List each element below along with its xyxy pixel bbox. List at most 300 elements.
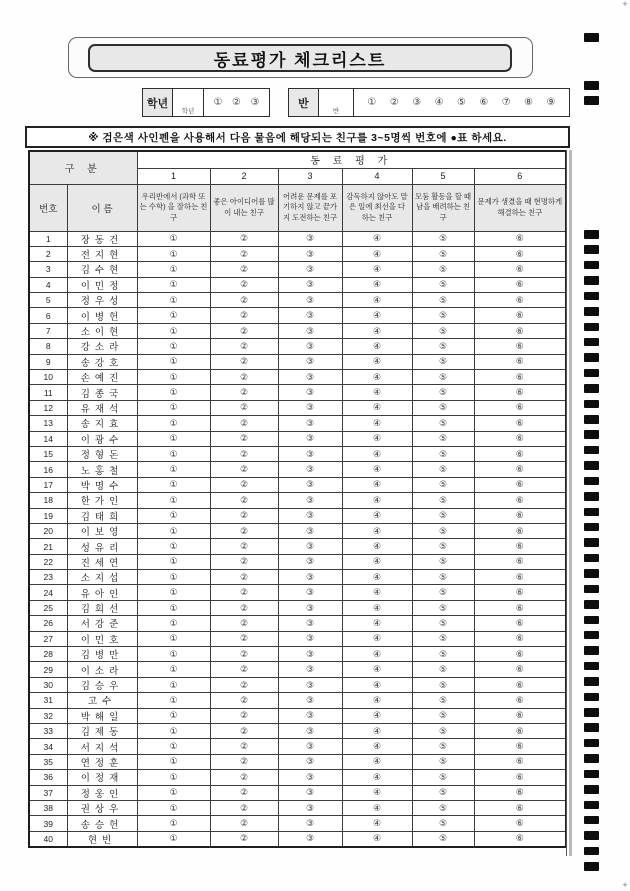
mark-bubble[interactable]: ⑥ (474, 246, 566, 261)
mark-bubble[interactable]: ⑤ (412, 246, 474, 261)
mark-bubble[interactable]: ③ (278, 585, 342, 600)
mark-bubble[interactable]: ⑤ (412, 431, 474, 446)
mark-bubble[interactable]: ② (210, 385, 278, 400)
mark-bubble[interactable]: ① (137, 416, 210, 431)
row-number: 14 (29, 431, 67, 446)
class-option-bubble[interactable]: ⑧ (524, 96, 534, 108)
mark-bubble[interactable]: ① (137, 462, 210, 477)
table-row (29, 354, 566, 369)
mark-bubble[interactable]: ② (210, 400, 278, 415)
mark-bubble[interactable]: ⑥ (474, 554, 566, 569)
mark-bubble[interactable]: ① (137, 539, 210, 554)
mark-bubble[interactable]: ④ (342, 385, 412, 400)
table-row (29, 647, 566, 662)
mark-bubble[interactable]: ② (210, 508, 278, 523)
mark-bubble[interactable]: ④ (342, 523, 412, 538)
mark-bubble[interactable]: ③ (278, 262, 342, 277)
mark-bubble[interactable]: ⑥ (474, 739, 566, 754)
mark-bubble[interactable]: ⑥ (474, 385, 566, 400)
row-number: 23 (29, 570, 67, 585)
mark-bubble[interactable]: ③ (278, 662, 342, 677)
row-number: 26 (29, 616, 67, 631)
mark-bubble[interactable]: ② (210, 647, 278, 662)
mark-bubble[interactable]: ⑥ (474, 785, 566, 800)
mark-bubble[interactable]: ① (137, 677, 210, 692)
mark-bubble[interactable]: ⑤ (412, 724, 474, 739)
mark-bubble[interactable]: ① (137, 400, 210, 415)
mark-bubble[interactable]: ② (210, 554, 278, 569)
mark-bubble[interactable]: ③ (278, 308, 342, 323)
mark-bubble[interactable]: ⑤ (412, 323, 474, 338)
grade-option-bubble[interactable]: ② (232, 96, 241, 108)
mark-bubble[interactable]: ① (137, 231, 210, 246)
mark-bubble[interactable]: ⑤ (412, 677, 474, 692)
mark-bubble[interactable]: ② (210, 662, 278, 677)
mark-bubble[interactable]: ③ (278, 231, 342, 246)
mark-bubble[interactable]: ① (137, 585, 210, 600)
mark-bubble[interactable]: ② (210, 724, 278, 739)
mark-bubble[interactable]: ④ (342, 416, 412, 431)
mark-bubble[interactable]: ③ (278, 246, 342, 261)
mark-bubble[interactable]: ④ (342, 754, 412, 769)
mark-bubble[interactable]: ③ (278, 677, 342, 692)
mark-bubble[interactable]: ④ (342, 446, 412, 461)
omr-timing-mark (584, 81, 599, 90)
mark-bubble[interactable]: ⑥ (474, 277, 566, 292)
mark-bubble[interactable]: ④ (342, 831, 412, 847)
student-name: 손예진 (67, 370, 137, 385)
mark-bubble[interactable]: ② (210, 570, 278, 585)
mark-bubble[interactable]: ⑤ (412, 231, 474, 246)
student-name: 한가인 (67, 493, 137, 508)
mark-bubble[interactable]: ③ (278, 293, 342, 308)
mark-bubble[interactable]: ② (210, 523, 278, 538)
mark-bubble[interactable]: ⑥ (474, 800, 566, 815)
mark-bubble[interactable]: ③ (278, 708, 342, 723)
mark-bubble[interactable]: ⑥ (474, 724, 566, 739)
mark-bubble[interactable]: ⑤ (412, 308, 474, 323)
row-number: 15 (29, 446, 67, 461)
mark-bubble[interactable]: ⑥ (474, 339, 566, 354)
mark-bubble[interactable]: ② (210, 693, 278, 708)
mark-bubble[interactable]: ① (137, 754, 210, 769)
mark-bubble[interactable]: ⑤ (412, 508, 474, 523)
mark-bubble[interactable]: ④ (342, 293, 412, 308)
mark-bubble[interactable]: ① (137, 323, 210, 338)
mark-bubble[interactable]: ① (137, 308, 210, 323)
mark-bubble[interactable]: ⑥ (474, 231, 566, 246)
mark-bubble[interactable]: ③ (278, 647, 342, 662)
mark-bubble[interactable]: ② (210, 616, 278, 631)
mark-bubble[interactable]: ⑤ (412, 831, 474, 847)
grade-write-in-cell[interactable] (173, 89, 204, 116)
mark-bubble[interactable]: ⑤ (412, 647, 474, 662)
mark-bubble[interactable]: ⑤ (412, 523, 474, 538)
student-name: 김수현 (67, 262, 137, 277)
mark-bubble[interactable]: ② (210, 339, 278, 354)
student-name: 김종국 (67, 385, 137, 400)
mark-bubble[interactable]: ④ (342, 600, 412, 615)
mark-bubble[interactable]: ① (137, 570, 210, 585)
mark-bubble[interactable]: ③ (278, 754, 342, 769)
mark-bubble[interactable]: ④ (342, 508, 412, 523)
instruction-box (25, 126, 570, 148)
mark-bubble[interactable]: ③ (278, 816, 342, 831)
mark-bubble[interactable]: ③ (278, 508, 342, 523)
mark-bubble[interactable]: ② (210, 446, 278, 461)
table-row (29, 677, 566, 692)
row-number: 34 (29, 739, 67, 754)
mark-bubble[interactable]: ⑤ (412, 354, 474, 369)
mark-bubble[interactable]: ④ (342, 570, 412, 585)
mark-bubble[interactable]: ③ (278, 616, 342, 631)
mark-bubble[interactable]: ⑤ (412, 400, 474, 415)
student-name: 정우성 (67, 293, 137, 308)
mark-bubble[interactable]: ⑤ (412, 800, 474, 815)
mark-bubble[interactable]: ⑥ (474, 570, 566, 585)
grade-option-bubble[interactable]: ③ (250, 96, 260, 108)
mark-bubble[interactable]: ② (210, 739, 278, 754)
mark-bubble[interactable]: ⑤ (412, 585, 474, 600)
mark-bubble[interactable]: ⑤ (412, 554, 474, 569)
mark-bubble[interactable]: ⑥ (474, 647, 566, 662)
mark-bubble[interactable]: ③ (278, 831, 342, 847)
mark-bubble[interactable]: ⑤ (412, 370, 474, 385)
mark-bubble[interactable]: ② (210, 246, 278, 261)
mark-bubble[interactable]: ⑥ (474, 508, 566, 523)
grade-options (204, 89, 269, 116)
student-name: 권상우 (67, 800, 137, 815)
mark-bubble[interactable]: ① (137, 785, 210, 800)
mark-bubble[interactable]: ④ (342, 431, 412, 446)
mark-bubble[interactable]: ② (210, 631, 278, 646)
mark-bubble[interactable]: ④ (342, 616, 412, 631)
mark-bubble[interactable]: ④ (342, 462, 412, 477)
mark-bubble[interactable]: ② (210, 370, 278, 385)
mark-bubble[interactable]: ⑥ (474, 708, 566, 723)
student-name: 이민정 (67, 277, 137, 292)
mark-bubble[interactable]: ① (137, 724, 210, 739)
mark-bubble[interactable]: ④ (342, 770, 412, 785)
omr-timing-mark (584, 693, 599, 702)
mark-bubble[interactable]: ③ (278, 446, 342, 461)
row-number: 22 (29, 554, 67, 569)
mark-bubble[interactable]: ① (137, 370, 210, 385)
mark-bubble[interactable]: ① (137, 431, 210, 446)
mark-bubble[interactable]: ② (210, 539, 278, 554)
mark-bubble[interactable]: ① (137, 477, 210, 492)
mark-bubble[interactable]: ① (137, 293, 210, 308)
mark-bubble[interactable]: ③ (278, 323, 342, 338)
mark-bubble[interactable]: ⑥ (474, 523, 566, 538)
mark-bubble[interactable]: ② (210, 831, 278, 847)
row-number: 9 (29, 354, 67, 369)
mark-bubble[interactable]: ⑤ (412, 339, 474, 354)
row-number: 19 (29, 508, 67, 523)
mark-bubble[interactable]: ⑥ (474, 677, 566, 692)
mark-bubble[interactable]: ④ (342, 262, 412, 277)
mark-bubble[interactable]: ④ (342, 585, 412, 600)
mark-bubble[interactable]: ④ (342, 816, 412, 831)
mark-bubble[interactable]: ④ (342, 400, 412, 415)
table-row (29, 770, 566, 785)
class-option-bubble[interactable]: ⑨ (546, 96, 556, 108)
mark-bubble[interactable]: ⑤ (412, 493, 474, 508)
class-option-bubble[interactable]: ① (367, 96, 377, 108)
mark-bubble[interactable]: ④ (342, 493, 412, 508)
table-row (29, 570, 566, 585)
mark-bubble[interactable]: ③ (278, 385, 342, 400)
mark-bubble[interactable]: ⑥ (474, 600, 566, 615)
mark-bubble[interactable]: ② (210, 816, 278, 831)
mark-bubble[interactable]: ⑤ (412, 462, 474, 477)
mark-bubble[interactable]: ③ (278, 724, 342, 739)
row-number: 35 (29, 754, 67, 769)
mark-bubble[interactable]: ③ (278, 554, 342, 569)
mark-bubble[interactable]: ② (210, 600, 278, 615)
mark-bubble[interactable]: ① (137, 647, 210, 662)
mark-bubble[interactable]: ③ (278, 739, 342, 754)
mark-bubble[interactable]: ⑥ (474, 262, 566, 277)
mark-bubble[interactable]: ③ (278, 416, 342, 431)
mark-bubble[interactable]: ⑥ (474, 816, 566, 831)
mark-bubble[interactable]: ③ (278, 462, 342, 477)
class-option-bubble[interactable]: ④ (434, 96, 444, 108)
mark-bubble[interactable]: ③ (278, 770, 342, 785)
mark-bubble[interactable]: ⑥ (474, 370, 566, 385)
mark-bubble[interactable]: ④ (342, 693, 412, 708)
mark-bubble[interactable]: ⑤ (412, 662, 474, 677)
student-name: 송강호 (67, 354, 137, 369)
mark-bubble[interactable]: ⑤ (412, 770, 474, 785)
mark-bubble[interactable]: ③ (278, 477, 342, 492)
mark-bubble[interactable]: ③ (278, 339, 342, 354)
mark-bubble[interactable]: ⑤ (412, 262, 474, 277)
mark-bubble[interactable]: ⑤ (412, 416, 474, 431)
mark-bubble[interactable]: ① (137, 816, 210, 831)
class-option-bubble[interactable]: ⑤ (456, 96, 466, 108)
mark-bubble[interactable]: ⑤ (412, 446, 474, 461)
omr-timing-mark (584, 600, 599, 609)
mark-bubble[interactable]: ④ (342, 631, 412, 646)
mark-bubble[interactable]: ② (210, 308, 278, 323)
mark-bubble[interactable]: ① (137, 446, 210, 461)
mark-bubble[interactable]: ③ (278, 800, 342, 815)
mark-bubble[interactable]: ⑤ (412, 570, 474, 585)
mark-bubble[interactable]: ⑥ (474, 585, 566, 600)
mark-bubble[interactable]: ④ (342, 539, 412, 554)
mark-bubble[interactable]: ⑤ (412, 693, 474, 708)
row-number: 5 (29, 293, 67, 308)
mark-bubble[interactable]: ① (137, 693, 210, 708)
mark-bubble[interactable]: ⑥ (474, 662, 566, 677)
mark-bubble[interactable]: ④ (342, 477, 412, 492)
mark-bubble[interactable]: ③ (278, 785, 342, 800)
mark-bubble[interactable]: ④ (342, 323, 412, 338)
mark-bubble[interactable]: ⑥ (474, 431, 566, 446)
mark-bubble[interactable]: ③ (278, 493, 342, 508)
mark-bubble[interactable]: ② (210, 754, 278, 769)
student-name: 김승우 (67, 677, 137, 692)
table-row (29, 416, 566, 431)
mark-bubble[interactable]: ④ (342, 647, 412, 662)
mark-bubble[interactable]: ③ (278, 431, 342, 446)
mark-bubble[interactable]: ⑥ (474, 631, 566, 646)
right-rule-gray (569, 150, 572, 856)
mark-bubble[interactable]: ④ (342, 339, 412, 354)
mark-bubble[interactable]: ⑥ (474, 416, 566, 431)
mark-bubble[interactable]: ③ (278, 370, 342, 385)
mark-bubble[interactable]: ⑤ (412, 616, 474, 631)
mark-bubble[interactable]: ③ (278, 693, 342, 708)
mark-bubble[interactable]: ① (137, 800, 210, 815)
mark-bubble[interactable]: ⑤ (412, 816, 474, 831)
mark-bubble[interactable]: ② (210, 477, 278, 492)
mark-bubble[interactable]: ① (137, 770, 210, 785)
mark-bubble[interactable]: ④ (342, 554, 412, 569)
mark-bubble[interactable]: ⑥ (474, 462, 566, 477)
mark-bubble[interactable]: ③ (278, 277, 342, 292)
mark-bubble[interactable]: ③ (278, 600, 342, 615)
mark-bubble[interactable]: ⑤ (412, 631, 474, 646)
mark-bubble[interactable]: ④ (342, 724, 412, 739)
mark-bubble[interactable]: ④ (342, 277, 412, 292)
row-number: 12 (29, 400, 67, 415)
mark-bubble[interactable]: ⑤ (412, 277, 474, 292)
mark-bubble[interactable]: ⑥ (474, 477, 566, 492)
mark-bubble[interactable]: ⑥ (474, 539, 566, 554)
mark-bubble[interactable]: ② (210, 293, 278, 308)
table-row (29, 693, 566, 708)
omr-timing-mark (584, 616, 599, 625)
mark-bubble[interactable]: ③ (278, 539, 342, 554)
criterion-2: 좋은 아이디어를 많이 내는 친구 (210, 184, 278, 231)
mark-bubble[interactable]: ④ (342, 231, 412, 246)
mark-bubble[interactable]: ③ (278, 631, 342, 646)
mark-bubble[interactable]: ③ (278, 570, 342, 585)
mark-bubble[interactable]: ⑥ (474, 754, 566, 769)
mark-bubble[interactable]: ⑥ (474, 493, 566, 508)
mark-bubble[interactable]: ① (137, 385, 210, 400)
mark-bubble[interactable]: ⑤ (412, 708, 474, 723)
mark-bubble[interactable]: ⑥ (474, 354, 566, 369)
mark-bubble[interactable]: ② (210, 677, 278, 692)
mark-bubble[interactable]: ⑥ (474, 400, 566, 415)
mark-bubble[interactable]: ④ (342, 739, 412, 754)
table-row (29, 462, 566, 477)
mark-bubble[interactable]: ② (210, 785, 278, 800)
mark-bubble[interactable]: ① (137, 277, 210, 292)
mark-bubble[interactable]: ① (137, 739, 210, 754)
mark-bubble[interactable]: ⑤ (412, 754, 474, 769)
mark-bubble[interactable]: ⑤ (412, 293, 474, 308)
mark-bubble[interactable]: ③ (278, 523, 342, 538)
class-write-in-cell[interactable] (319, 89, 354, 116)
class-option-bubble[interactable]: ③ (412, 96, 422, 108)
mark-bubble[interactable]: ② (210, 800, 278, 815)
student-name: 이광수 (67, 431, 137, 446)
omr-timing-mark (584, 862, 599, 871)
mark-bubble[interactable]: ② (210, 431, 278, 446)
mark-bubble[interactable]: ⑥ (474, 323, 566, 338)
class-option-bubble[interactable]: ② (389, 96, 399, 108)
mark-bubble[interactable]: ④ (342, 785, 412, 800)
mark-bubble[interactable]: ⑤ (412, 785, 474, 800)
mark-bubble[interactable]: ① (137, 523, 210, 538)
mark-bubble[interactable]: ① (137, 831, 210, 847)
mark-bubble[interactable]: ① (137, 600, 210, 615)
mark-bubble[interactable]: ② (210, 416, 278, 431)
table-row (29, 493, 566, 508)
mark-bubble[interactable]: ① (137, 262, 210, 277)
mark-bubble[interactable]: ③ (278, 400, 342, 415)
mark-bubble[interactable]: ① (137, 508, 210, 523)
mark-bubble[interactable]: ⑤ (412, 600, 474, 615)
mark-bubble[interactable]: ④ (342, 308, 412, 323)
mark-bubble[interactable]: ⑤ (412, 385, 474, 400)
mark-bubble[interactable]: ⑤ (412, 739, 474, 754)
table-row (29, 708, 566, 723)
mark-bubble[interactable]: ④ (342, 677, 412, 692)
omr-timing-mark (584, 446, 599, 455)
omr-timing-mark (584, 770, 599, 779)
mark-bubble[interactable]: ④ (342, 800, 412, 815)
mark-bubble[interactable]: ② (210, 277, 278, 292)
mark-bubble[interactable]: ④ (342, 370, 412, 385)
mark-bubble[interactable]: ⑥ (474, 616, 566, 631)
mark-bubble[interactable]: ① (137, 554, 210, 569)
mark-bubble[interactable]: ② (210, 354, 278, 369)
student-name: 이민호 (67, 631, 137, 646)
mark-bubble[interactable]: ① (137, 662, 210, 677)
mark-bubble[interactable]: ① (137, 339, 210, 354)
mark-bubble[interactable]: ② (210, 323, 278, 338)
mark-bubble[interactable]: ⑥ (474, 831, 566, 847)
mark-bubble[interactable]: ② (210, 262, 278, 277)
mark-bubble[interactable]: ⑥ (474, 693, 566, 708)
mark-bubble[interactable]: ① (137, 631, 210, 646)
mark-bubble[interactable]: ② (210, 493, 278, 508)
mark-bubble[interactable]: ② (210, 770, 278, 785)
mark-bubble[interactable]: ⑤ (412, 477, 474, 492)
mark-bubble[interactable]: ⑥ (474, 446, 566, 461)
mark-bubble[interactable]: ⑥ (474, 308, 566, 323)
mark-bubble[interactable]: ② (210, 708, 278, 723)
grade-option-bubble[interactable]: ① (213, 96, 223, 108)
mark-bubble[interactable]: ① (137, 246, 210, 261)
class-option-bubble[interactable]: ⑥ (479, 96, 489, 108)
student-name: 이소라 (67, 662, 137, 677)
mark-bubble[interactable]: ② (210, 462, 278, 477)
mark-bubble[interactable]: ④ (342, 354, 412, 369)
mark-bubble[interactable]: ① (137, 354, 210, 369)
mark-bubble[interactable]: ③ (278, 354, 342, 369)
mark-bubble[interactable]: ④ (342, 708, 412, 723)
mark-bubble[interactable]: ① (137, 708, 210, 723)
omr-timing-mark (584, 307, 599, 316)
class-option-bubble[interactable]: ⑦ (501, 96, 511, 108)
mark-bubble[interactable]: ⑥ (474, 770, 566, 785)
mark-bubble[interactable]: ④ (342, 662, 412, 677)
mark-bubble[interactable]: ② (210, 585, 278, 600)
mark-bubble[interactable]: ⑥ (474, 293, 566, 308)
mark-bubble[interactable]: ⑤ (412, 539, 474, 554)
mark-bubble[interactable]: ④ (342, 246, 412, 261)
mark-bubble[interactable]: ② (210, 231, 278, 246)
mark-bubble[interactable]: ① (137, 616, 210, 631)
table-row (29, 293, 566, 308)
mark-bubble[interactable]: ① (137, 493, 210, 508)
